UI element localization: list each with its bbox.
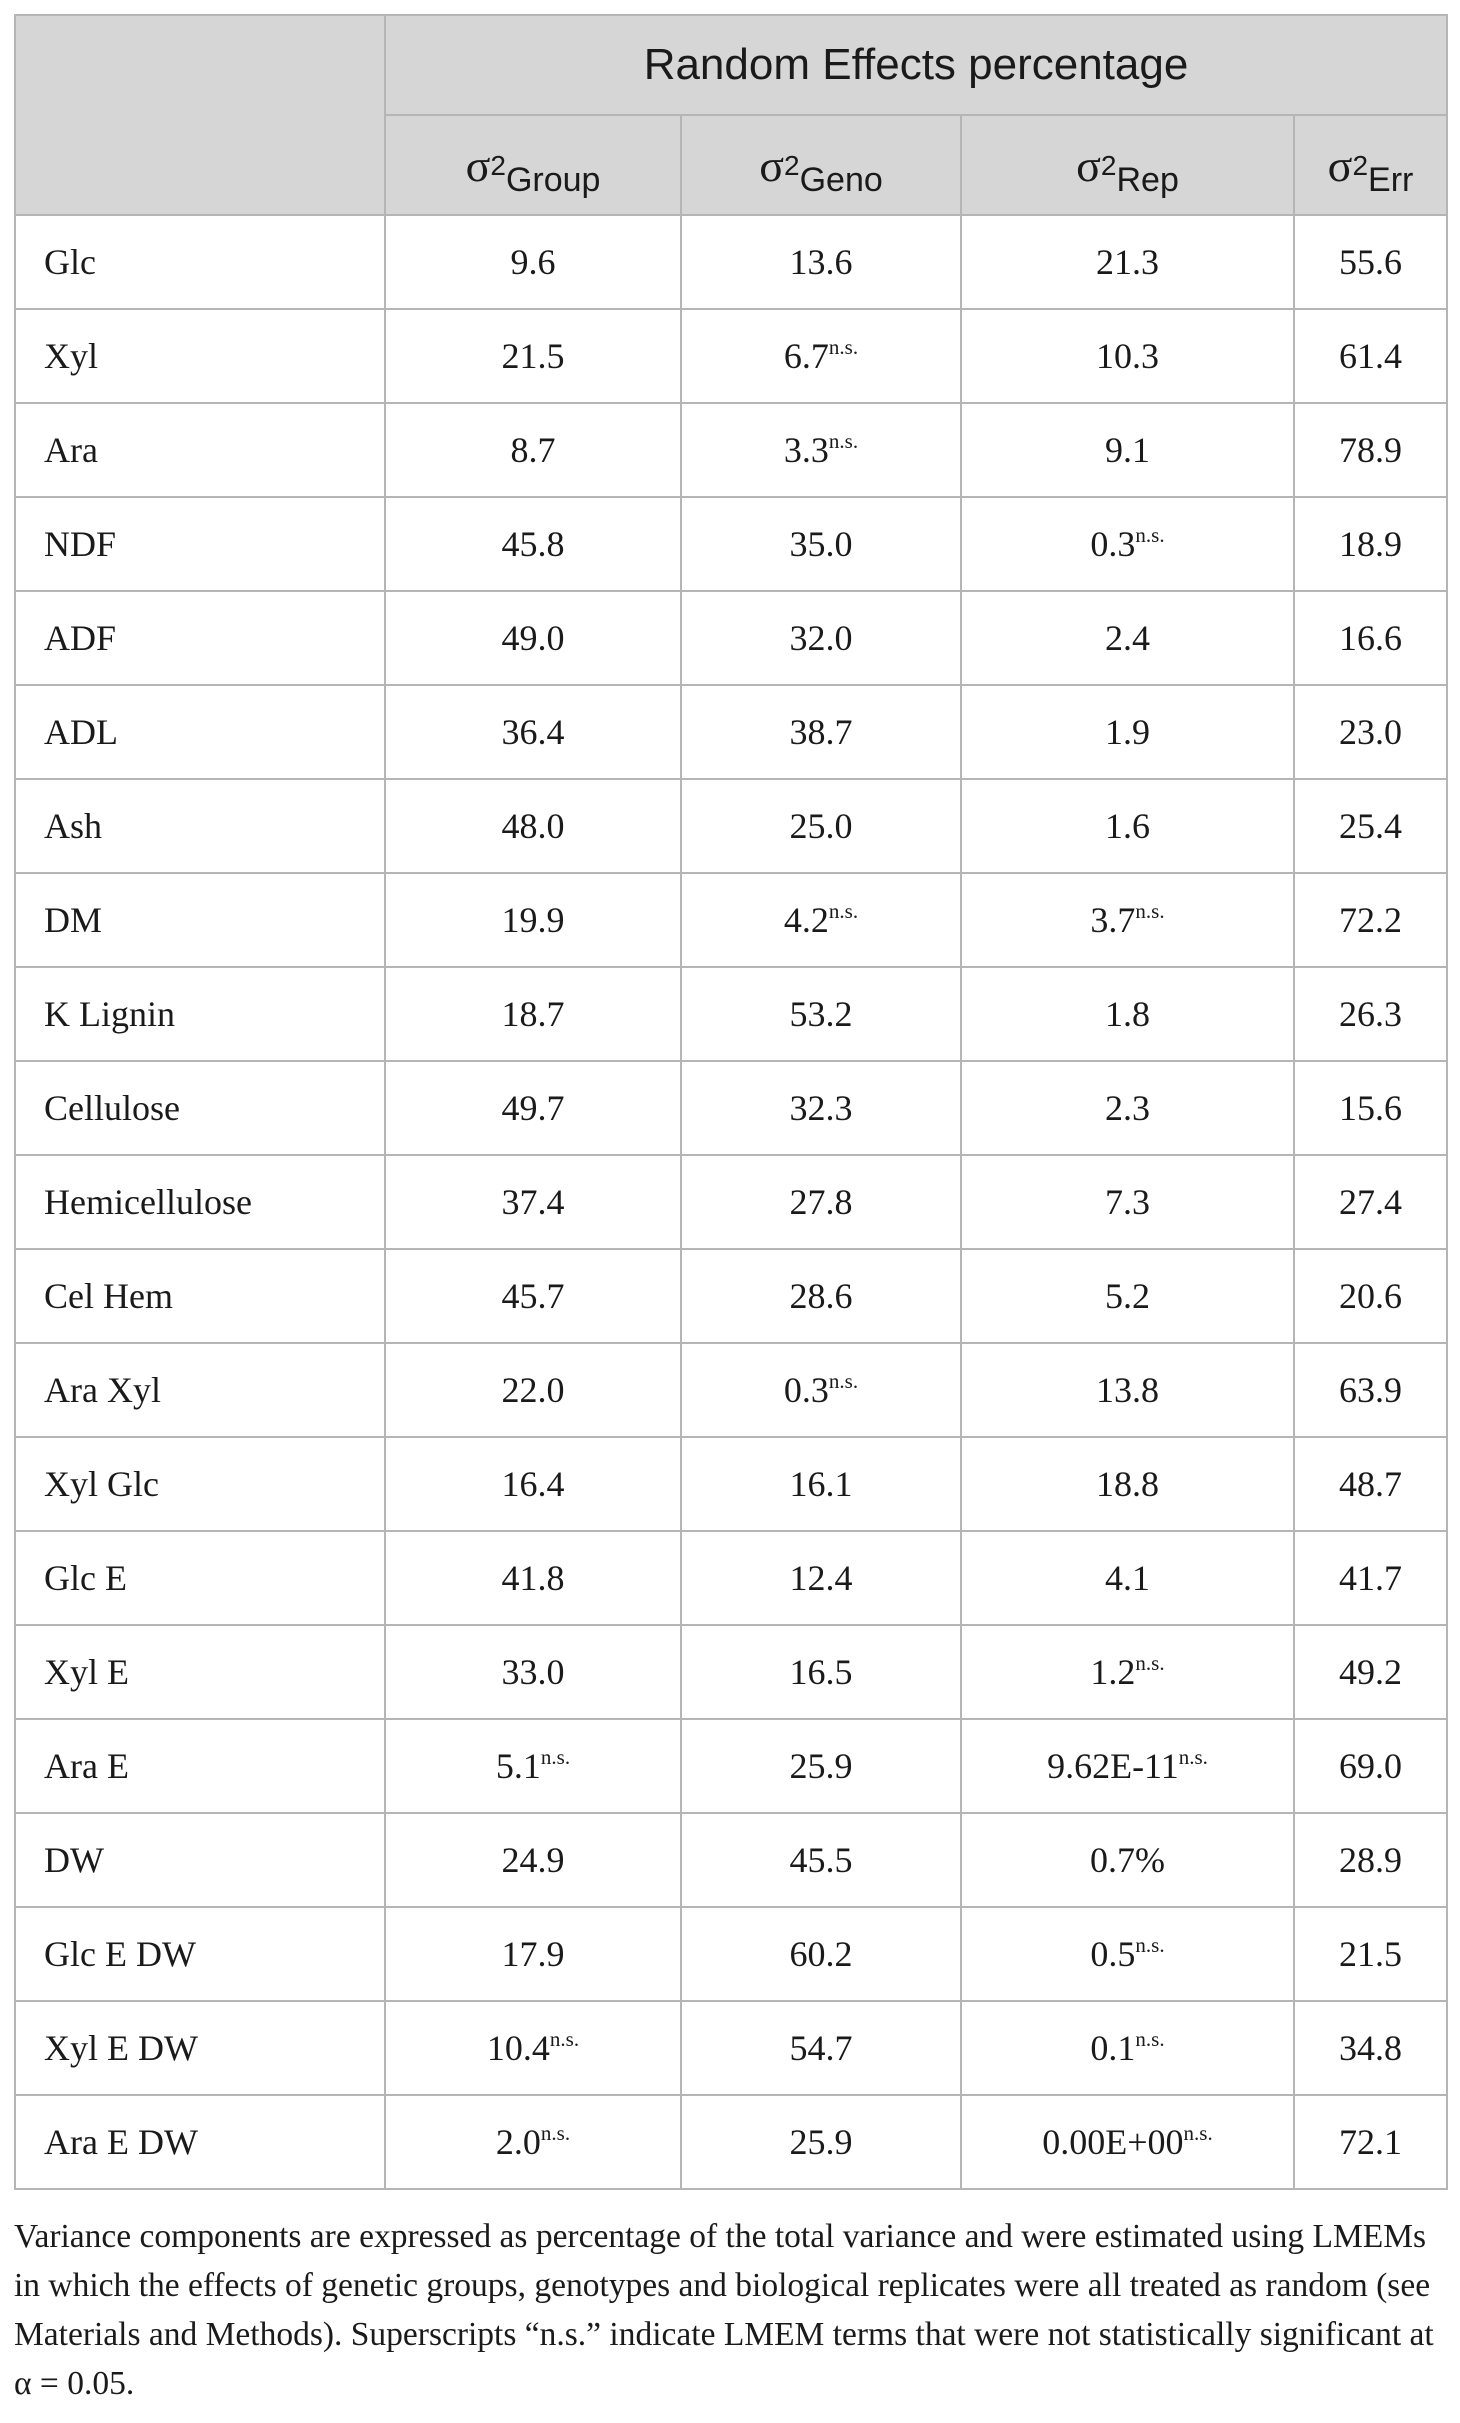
cell-value: 2.0 [495, 2122, 541, 2162]
table-row [15, 591, 1447, 685]
value-cell [1294, 497, 1447, 591]
value-cell [961, 403, 1294, 497]
value-cell [385, 215, 681, 309]
cell-value: 55.6 [1339, 242, 1402, 282]
value-cell [1294, 1061, 1447, 1155]
cell-value: 2.4 [1105, 618, 1150, 658]
value-cell [961, 497, 1294, 591]
cell-value: 0.7% [1090, 1840, 1165, 1880]
subscript-label: Geno [799, 160, 883, 199]
value-cell [1294, 591, 1447, 685]
cell-value: 25.9 [789, 1746, 853, 1786]
row-label: Ara Xyl [15, 1343, 385, 1437]
cell-value: 2.3 [1105, 1088, 1150, 1128]
table-row [15, 2001, 1447, 2095]
significance-superscript: n.s. [549, 2027, 580, 2051]
value-cell [961, 1343, 1294, 1437]
value-cell [385, 1813, 681, 1907]
cell-value: 21.5 [1339, 1934, 1402, 1974]
row-label: NDF [15, 497, 385, 591]
value-cell [681, 2001, 961, 2095]
power-label: 2 [1100, 149, 1117, 181]
value-cell [385, 497, 681, 591]
value-cell [1294, 2001, 1447, 2095]
table-row [15, 1249, 1447, 1343]
cell-value: 53.2 [789, 994, 853, 1034]
value-cell [1294, 1907, 1447, 2001]
value-cell [681, 1343, 961, 1437]
table-row [15, 685, 1447, 779]
value-cell [961, 215, 1294, 309]
value-cell [681, 309, 961, 403]
cell-value: 13.6 [789, 242, 853, 282]
row-label: ADF [15, 591, 385, 685]
column-header-geno [681, 115, 961, 215]
cell-value: 1.6 [1105, 806, 1150, 846]
cell-value: 60.2 [789, 1934, 853, 1974]
value-cell [1294, 779, 1447, 873]
value-cell [385, 309, 681, 403]
row-label: Ash [15, 779, 385, 873]
cell-value: 21.3 [1096, 242, 1159, 282]
cell-value: 5.1 [495, 1746, 541, 1786]
value-cell [681, 215, 961, 309]
value-cell [681, 1437, 961, 1531]
table-header [15, 15, 1447, 215]
cell-value: 16.6 [1339, 618, 1402, 658]
row-label: Xyl [15, 309, 385, 403]
cell-value: 18.9 [1339, 524, 1402, 564]
cell-value: 28.9 [1339, 1840, 1402, 1880]
cell-value: 72.2 [1339, 900, 1402, 940]
cell-value: 8.7 [510, 430, 556, 470]
table-row [15, 497, 1447, 591]
cell-value: 13.8 [1096, 1370, 1159, 1410]
significance-superscript: n.s. [828, 335, 859, 359]
value-cell [961, 1719, 1294, 1813]
cell-value: 28.6 [789, 1276, 853, 1316]
cell-value: 32.0 [789, 618, 853, 658]
table-row [15, 1437, 1447, 1531]
value-cell [385, 873, 681, 967]
row-label: Ara [15, 403, 385, 497]
sigma-symbol: σ [1327, 139, 1353, 191]
value-cell [1294, 1437, 1447, 1531]
cell-value: 16.1 [789, 1464, 853, 1504]
value-cell [681, 1531, 961, 1625]
value-cell [1294, 873, 1447, 967]
cell-value: 16.4 [501, 1464, 565, 1504]
variance-components-table [14, 14, 1448, 2190]
value-cell [1294, 1343, 1447, 1437]
cell-value: 24.9 [501, 1840, 565, 1880]
table-row [15, 967, 1447, 1061]
cell-value: 19.9 [501, 900, 565, 940]
value-cell [961, 779, 1294, 873]
table-row [15, 1061, 1447, 1155]
value-cell [681, 685, 961, 779]
value-cell [385, 1437, 681, 1531]
cell-value: 34.8 [1339, 2028, 1402, 2068]
cell-value: 9.1 [1105, 430, 1150, 470]
cell-value: 32.3 [789, 1088, 853, 1128]
cell-value: 61.4 [1339, 336, 1402, 376]
value-cell [385, 1531, 681, 1625]
sigma-symbol: σ [1076, 139, 1101, 191]
value-cell [385, 1625, 681, 1719]
cell-value: 0.3 [783, 1370, 829, 1410]
significance-superscript: n.s. [1135, 1651, 1165, 1675]
cell-value: 0.00E+00 [1042, 2122, 1184, 2162]
cell-value: 4.1 [1105, 1558, 1150, 1598]
cell-value: 45.7 [501, 1276, 565, 1316]
significance-superscript: n.s. [1135, 1933, 1165, 1957]
value-cell [385, 1061, 681, 1155]
value-cell [681, 1061, 961, 1155]
cell-value: 3.3 [783, 430, 829, 470]
table-row [15, 779, 1447, 873]
cell-value: 35.0 [789, 524, 853, 564]
cell-value: 0.5 [1090, 1934, 1136, 1974]
group-header: Random Effects percentage [385, 15, 1447, 115]
cell-value: 17.9 [501, 1934, 565, 1974]
value-cell [961, 1625, 1294, 1719]
cell-value: 25.4 [1339, 806, 1402, 846]
value-cell [1294, 1249, 1447, 1343]
cell-value: 22.0 [501, 1370, 565, 1410]
cell-value: 18.8 [1096, 1464, 1159, 1504]
cell-value: 9.6 [510, 242, 556, 282]
cell-value: 26.3 [1339, 994, 1402, 1034]
row-label: Glc E DW [15, 1907, 385, 2001]
value-cell [1294, 685, 1447, 779]
value-cell [385, 591, 681, 685]
value-cell [681, 779, 961, 873]
table-row [15, 1719, 1447, 1813]
cell-value: 45.5 [789, 1840, 853, 1880]
table-body [15, 215, 1447, 2189]
significance-superscript: n.s. [540, 2121, 571, 2145]
subscript-label: Err [1368, 160, 1414, 199]
cell-value: 6.7 [783, 336, 829, 376]
cell-value: 48.0 [501, 806, 565, 846]
row-label: Cel Hem [15, 1249, 385, 1343]
power-label: 2 [784, 149, 800, 181]
value-cell [681, 497, 961, 591]
value-cell [1294, 967, 1447, 1061]
value-cell [961, 1437, 1294, 1531]
value-cell [385, 1907, 681, 2001]
value-cell [1294, 1813, 1447, 1907]
cell-value: 27.8 [789, 1182, 853, 1222]
value-cell [681, 1813, 961, 1907]
value-cell [961, 2095, 1294, 2189]
value-cell [961, 685, 1294, 779]
cell-value: 69.0 [1339, 1746, 1402, 1786]
value-cell [681, 1907, 961, 2001]
cell-value: 37.4 [501, 1182, 565, 1222]
cell-value: 10.3 [1096, 336, 1159, 376]
cell-value: 25.9 [789, 2122, 853, 2162]
cell-value: 36.4 [501, 712, 565, 752]
cell-value: 7.3 [1105, 1182, 1150, 1222]
cell-value: 41.8 [501, 1558, 565, 1598]
row-label: Ara E [15, 1719, 385, 1813]
cell-value: 63.9 [1339, 1370, 1402, 1410]
value-cell [961, 967, 1294, 1061]
row-label: DW [15, 1813, 385, 1907]
significance-superscript: n.s. [1178, 1745, 1208, 1769]
cell-value: 16.5 [789, 1652, 853, 1692]
value-cell [1294, 1155, 1447, 1249]
significance-superscript: n.s. [828, 1369, 859, 1393]
value-cell [1294, 2095, 1447, 2189]
cell-value: 20.6 [1339, 1276, 1402, 1316]
value-cell [681, 1155, 961, 1249]
cell-value: 15.6 [1339, 1088, 1402, 1128]
cell-value: 10.4 [486, 2028, 550, 2068]
value-cell [1294, 1625, 1447, 1719]
value-cell [961, 1813, 1294, 1907]
cell-value: 3.7 [1090, 900, 1136, 940]
value-cell [385, 1155, 681, 1249]
cell-value: 18.7 [501, 994, 565, 1034]
cell-value: 49.0 [501, 618, 565, 658]
cell-value: 41.7 [1339, 1558, 1402, 1598]
value-cell [681, 1719, 961, 1813]
cell-value: 12.4 [789, 1558, 853, 1598]
row-label: Ara E DW [15, 2095, 385, 2189]
cell-value: 1.2 [1090, 1652, 1136, 1692]
value-cell [1294, 403, 1447, 497]
cell-value: 1.8 [1105, 994, 1150, 1034]
value-cell [961, 2001, 1294, 2095]
row-label: DM [15, 873, 385, 967]
sigma-symbol: σ [465, 139, 491, 191]
table-row [15, 873, 1447, 967]
cell-value: 49.2 [1339, 1652, 1402, 1692]
value-cell [385, 2001, 681, 2095]
value-cell [681, 1249, 961, 1343]
subscript-label: Rep [1116, 160, 1179, 199]
cell-value: 72.1 [1339, 2122, 1402, 2162]
significance-superscript: n.s. [828, 899, 859, 923]
value-cell [681, 591, 961, 685]
cell-value: 1.9 [1105, 712, 1150, 752]
cell-value: 54.7 [789, 2028, 853, 2068]
value-cell [385, 2095, 681, 2189]
row-label: Hemicellulose [15, 1155, 385, 1249]
row-label: Xyl Glc [15, 1437, 385, 1531]
power-label: 2 [490, 149, 506, 181]
table-row [15, 1155, 1447, 1249]
table-row [15, 403, 1447, 497]
row-label: ADL [15, 685, 385, 779]
table-row [15, 1813, 1447, 1907]
header-corner-cell [15, 15, 385, 215]
value-cell [961, 309, 1294, 403]
value-cell [1294, 1531, 1447, 1625]
column-header-rep [961, 115, 1294, 215]
cell-value: 21.5 [501, 336, 565, 376]
row-label: Glc E [15, 1531, 385, 1625]
significance-superscript: n.s. [828, 429, 859, 453]
value-cell [961, 1907, 1294, 2001]
table-row [15, 2095, 1447, 2189]
table-row [15, 309, 1447, 403]
table-row [15, 1907, 1447, 2001]
cell-value: 4.2 [783, 900, 829, 940]
cell-value: 49.7 [501, 1088, 565, 1128]
value-cell [961, 1249, 1294, 1343]
cell-value: 48.7 [1339, 1464, 1402, 1504]
value-cell [961, 1155, 1294, 1249]
value-cell [961, 1061, 1294, 1155]
row-label: Cellulose [15, 1061, 385, 1155]
cell-value: 27.4 [1339, 1182, 1402, 1222]
row-label: Xyl E DW [15, 2001, 385, 2095]
table-row [15, 1343, 1447, 1437]
cell-value: 38.7 [789, 712, 853, 752]
value-cell [681, 403, 961, 497]
value-cell [385, 1249, 681, 1343]
value-cell [385, 1719, 681, 1813]
table-row [15, 1531, 1447, 1625]
value-cell [1294, 1719, 1447, 1813]
cell-value: 0.1 [1090, 2028, 1136, 2068]
table-row [15, 1625, 1447, 1719]
column-header-err [1294, 115, 1447, 215]
value-cell [681, 2095, 961, 2189]
row-label: Glc [15, 215, 385, 309]
table-footnote: Variance components are expressed as percentage of the total variance and were estimated using LMEMs in which the effects of genetic groups, genotypes and biological replicates were all treated as random (see Materials and Methods). Superscripts “n.s.” indicate LMEM terms that were not statistically significant at α = 0.05. [14, 2218, 1434, 2402]
power-label: 2 [1352, 149, 1369, 181]
table-row [15, 215, 1447, 309]
significance-superscript: n.s. [1135, 523, 1165, 547]
value-cell [961, 591, 1294, 685]
value-cell [385, 967, 681, 1061]
value-cell [681, 1625, 961, 1719]
value-cell [385, 403, 681, 497]
significance-superscript: n.s. [1135, 899, 1165, 923]
row-label: Xyl E [15, 1625, 385, 1719]
subscript-label: Group [505, 160, 601, 199]
sigma-symbol: σ [759, 139, 785, 191]
value-cell [385, 685, 681, 779]
table-container [14, 14, 1446, 2190]
cell-value: 23.0 [1339, 712, 1402, 752]
value-cell [1294, 309, 1447, 403]
row-label: K Lignin [15, 967, 385, 1061]
significance-superscript: n.s. [1135, 2027, 1165, 2051]
cell-value: 78.9 [1339, 430, 1402, 470]
value-cell [681, 873, 961, 967]
cell-value: 5.2 [1105, 1276, 1150, 1316]
value-cell [681, 967, 961, 1061]
value-cell [385, 779, 681, 873]
cell-value: 0.3 [1090, 524, 1136, 564]
significance-superscript: n.s. [1183, 2121, 1213, 2145]
value-cell [1294, 215, 1447, 309]
significance-superscript: n.s. [540, 1745, 571, 1769]
cell-value: 45.8 [501, 524, 565, 564]
value-cell [385, 1343, 681, 1437]
column-header-group [385, 115, 681, 215]
value-cell [961, 1531, 1294, 1625]
value-cell [961, 873, 1294, 967]
cell-value: 33.0 [501, 1652, 565, 1692]
cell-value: 25.0 [789, 806, 853, 846]
cell-value: 9.62E-11 [1047, 1746, 1179, 1786]
